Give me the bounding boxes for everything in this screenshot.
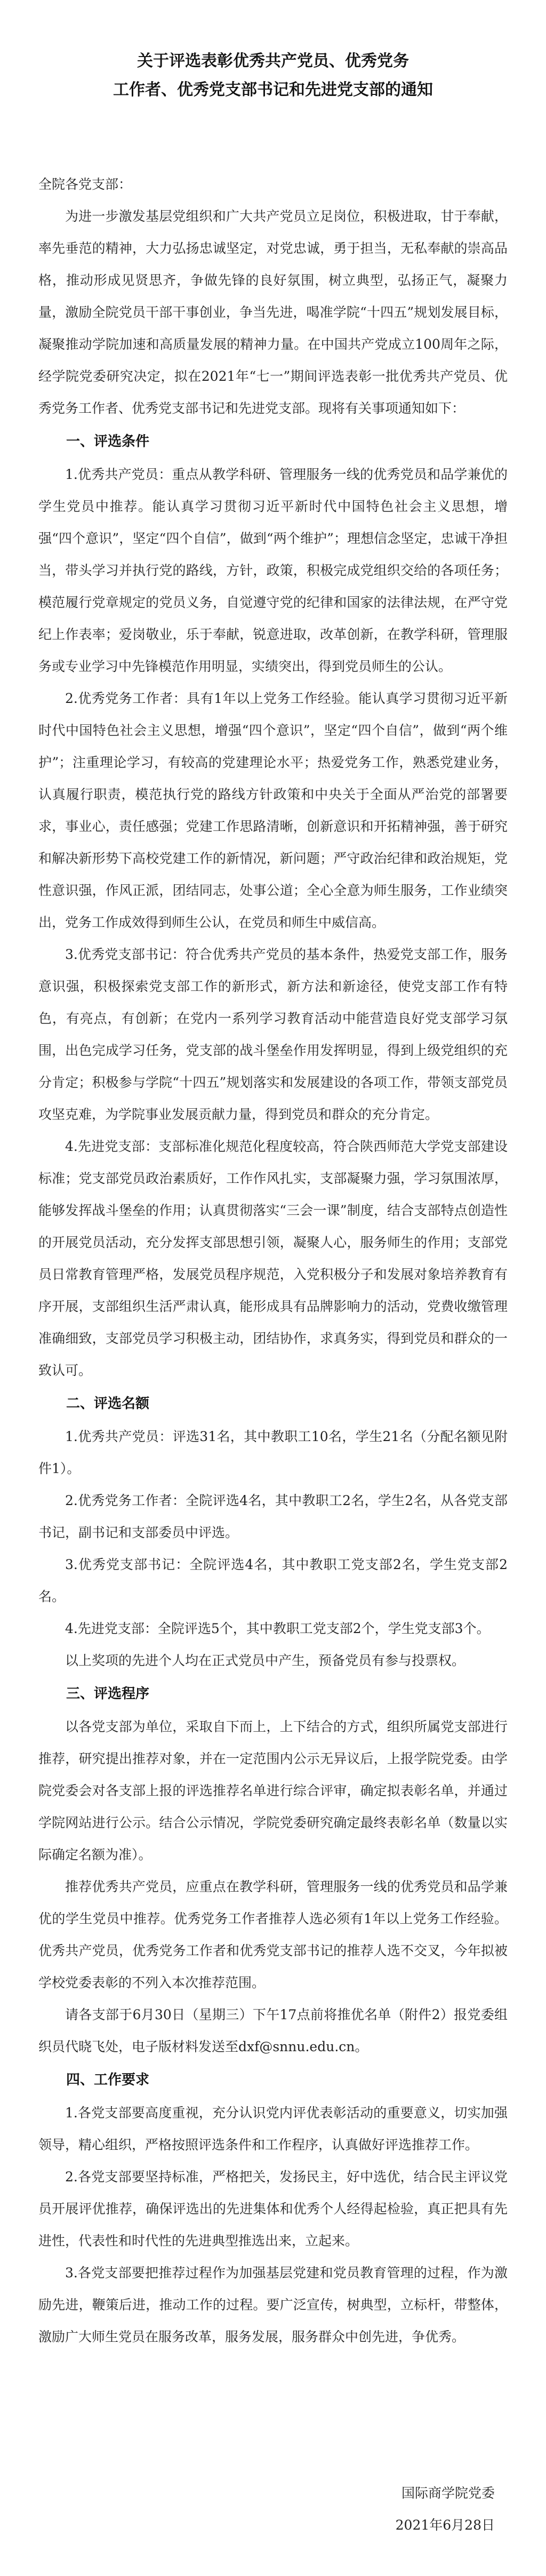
quota-paragraph-3: 3.优秀党支部书记：全院评选4名，其中教职工党支部2名，学生党支部2名。 xyxy=(38,1557,508,1604)
quota-paragraph-4: 4.先进党支部：全院评选5个，其中教职工党支部2个，学生党支部3个。 xyxy=(65,1621,490,1636)
section-heading-requirements: 四、工作要求 xyxy=(66,2072,150,2088)
quota-paragraph-5: 以上奖项的先进个人均在正式党员中产生，预备党员有参与投票权。 xyxy=(65,1653,465,1668)
criteria-paragraph-2: 2.优秀党务工作者：具有1年以上党务工作经验。能认真学习贯彻习近平新时代中国特色社会主义思想，增强“四个意识”，坚定“四个自信”，做到“两个维护”；注重理论学习，有较高的党建理论水平；热爱党务工作，熟悉党建业务，认真履行职责，模范执行党的路线方针政策和中央关于全面从严治党的部署要求，事业心，责任感强；党建工作思路清晰，创新意识和开拓精神强，善于研究和解决新形势下高校党建工作的新情况，新问题；严守政治纪律和政治规矩，党性意识强，作风正派，团结同志，处事公道；全心全意为师生服务，工作业绩突出，党务工作成效得到师生公认，在党员和师生中威信高。 xyxy=(38,691,508,930)
criteria-paragraph-3: 3.优秀党支部书记：符合优秀共产党员的基本条件，热爱党支部工作，服务意识强，积极探索党支部工作的新形式，新方法和新途径，使党支部工作有特色，有亮点，有创新；在党内一系列学习教育活动中能营造良好党支部学习氛围，出色完成学习任务，党支部的战斗堡垒作用发挥明显，得到上级党组织的充分肯定；积极参与学院“十四五”规划落实和发展建设的各项工作，带领支部党员攻坚克难，为学院事业发展贡献力量，得到党员和群众的充分肯定。 xyxy=(38,947,508,1122)
requirements-paragraph-2: 2.各党支部要坚持标准，严格把关，发扬民主，好中选优，结合民主评议党员开展评优推荐，确保评选出的先进集体和优秀个人经得起检验，真正把具有先进性，代表性和时代性的先进典型推选出来，立起来。 xyxy=(38,2169,508,2249)
title-line-1: 关于评选表彰优秀共产党员、优秀党务 xyxy=(137,52,409,70)
title-line-2: 工作者、优秀党支部书记和先进党支部的通知 xyxy=(113,81,433,99)
quota-paragraph-2: 2.优秀党务工作者：全院评选4名，其中教职工2名，学生2名，从各党支部书记，副书记和支部委员中评选。 xyxy=(38,1493,508,1540)
document-title xyxy=(38,47,508,105)
procedure-paragraph-3: 请各支部于6月30日（星期三）下午17点前将推优名单（附件2）报党委组织员代晓飞处，电子版材料发送至dxf@snnu.edu.cn。 xyxy=(38,2007,508,2054)
salutation: 全院各党支部： xyxy=(38,177,132,192)
section-heading-procedure: 三、评选程序 xyxy=(66,1686,150,1702)
quota-paragraph-1: 1.优秀共产党员：评选31名，其中教职工10名，学生21名（分配名额见附件1）。 xyxy=(38,1429,508,1476)
procedure-paragraph-1: 以各党支部为单位，采取自下而上，上下结合的方式，组织所属党支部进行推荐，研究提出推荐对象，并在一定范围内公示无异议后，上报学院党委。由学院党委会对各支部上报的评选推荐名单进行综合评审，确定拟表彰名单，并通过学院网站进行公示。结合公示情况，学院党委研究确定最终表彰名单（数量以实际确定名额为准）。 xyxy=(38,1719,508,1862)
criteria-paragraph-4: 4.先进党支部：支部标准化规范化程度较高，符合陕西师范大学党支部建设标准；党支部党员政治素质好，工作作风扎实，支部凝聚力强，学习氛围浓厚，能够发挥战斗堡垒的作用；认真贯彻落实“三会一课”制度，结合支部特点创造性的开展党员活动，充分发挥支部思想引领，凝聚人心，服务师生的作用；支部党员日常教育管理严格，发展党员程序规范，入党积极分子和发展对象培养教育有序开展，支部组织生活严肃认真，能形成具有品牌影响力的活动，党费收缴管理准确细致，支部党员学习积极主动，团结协作，求真务实，得到党员和群众的一致认可。 xyxy=(38,1139,508,1378)
requirements-paragraph-1: 1.各党支部要高度重视，充分认识党内评优表彰活动的重要意义，切实加强领导，精心组织，严格按照评选条件和工作程序，认真做好评选推荐工作。 xyxy=(38,2105,508,2153)
signature-date: 2021年6月28日 xyxy=(395,2517,495,2533)
section-heading-quota: 二、评选名额 xyxy=(66,1396,150,1412)
section-heading-criteria: 一、评选条件 xyxy=(66,434,150,450)
criteria-paragraph-1: 1.优秀共产党员：重点从教学科研、管理服务一线的优秀党员和品学兼优的学生党员中推荐。能认真学习贯彻习近平新时代中国特色社会主义思想，增强“四个意识”，坚定“四个自信”，做到“两个维护”；理想信念坚定，忠诚干净担当，带头学习并执行党的路线，方针，政策，积极完成党组织交给的各项任务；模范履行党章规定的党员义务，自觉遵守党的纪律和国家的法律法规，在严守党纪上作表率；爱岗敬业，乐于奉献，锐意进取，改革创新，在教学科研，管理服务或专业学习中先锋模范作用明显，实绩突出，得到党员师生的公认。 xyxy=(38,467,508,674)
procedure-paragraph-2: 推荐优秀共产党员，应重点在教学科研，管理服务一线的优秀党员和品学兼优的学生党员中推荐。优秀党务工作者推荐人选必须有1年以上党务工作经验。优秀共产党员，优秀党务工作者和优秀党支部书记的推荐人选不交叉，今年拟被学校党委表彰的不列入本次推荐范围。 xyxy=(38,1879,508,1990)
requirements-paragraph-3: 3.各党支部要把推荐过程作为加强基层党建和党员教育管理的过程，作为激励先进，鞭策后进，推动工作的过程。要广泛宣传，树典型，立标杆，带整体，激励广大师生党员在服务改革，服务发展，服务群众中创先进，争优秀。 xyxy=(38,2265,508,2345)
intro-paragraph: 为进一步激发基层党组织和广大共产党员立足岗位，积极进取，甘于奉献，率先垂范的精神，大力弘扬忠诚坚定，对党忠诚，勇于担当，无私奉献的崇高品格，推动形成见贤思齐，争做先锋的良好氛围，树立典型，弘扬正气，凝聚力量，激励全院党员干部干事创业，争当先进，喝准学院“十四五”规划发展目标，凝聚推动学院加速和高质量发展的精神力量。在中国共产党成立100周年之际，经学院党委研究决定，拟在2021年“七一”期间评选表彰一批优秀共产党员、优秀党务工作者、优秀党支部书记和先进党支部。现将有关事项通知如下： xyxy=(38,209,508,416)
signature-organization: 国际商学院党委 xyxy=(401,2485,495,2501)
